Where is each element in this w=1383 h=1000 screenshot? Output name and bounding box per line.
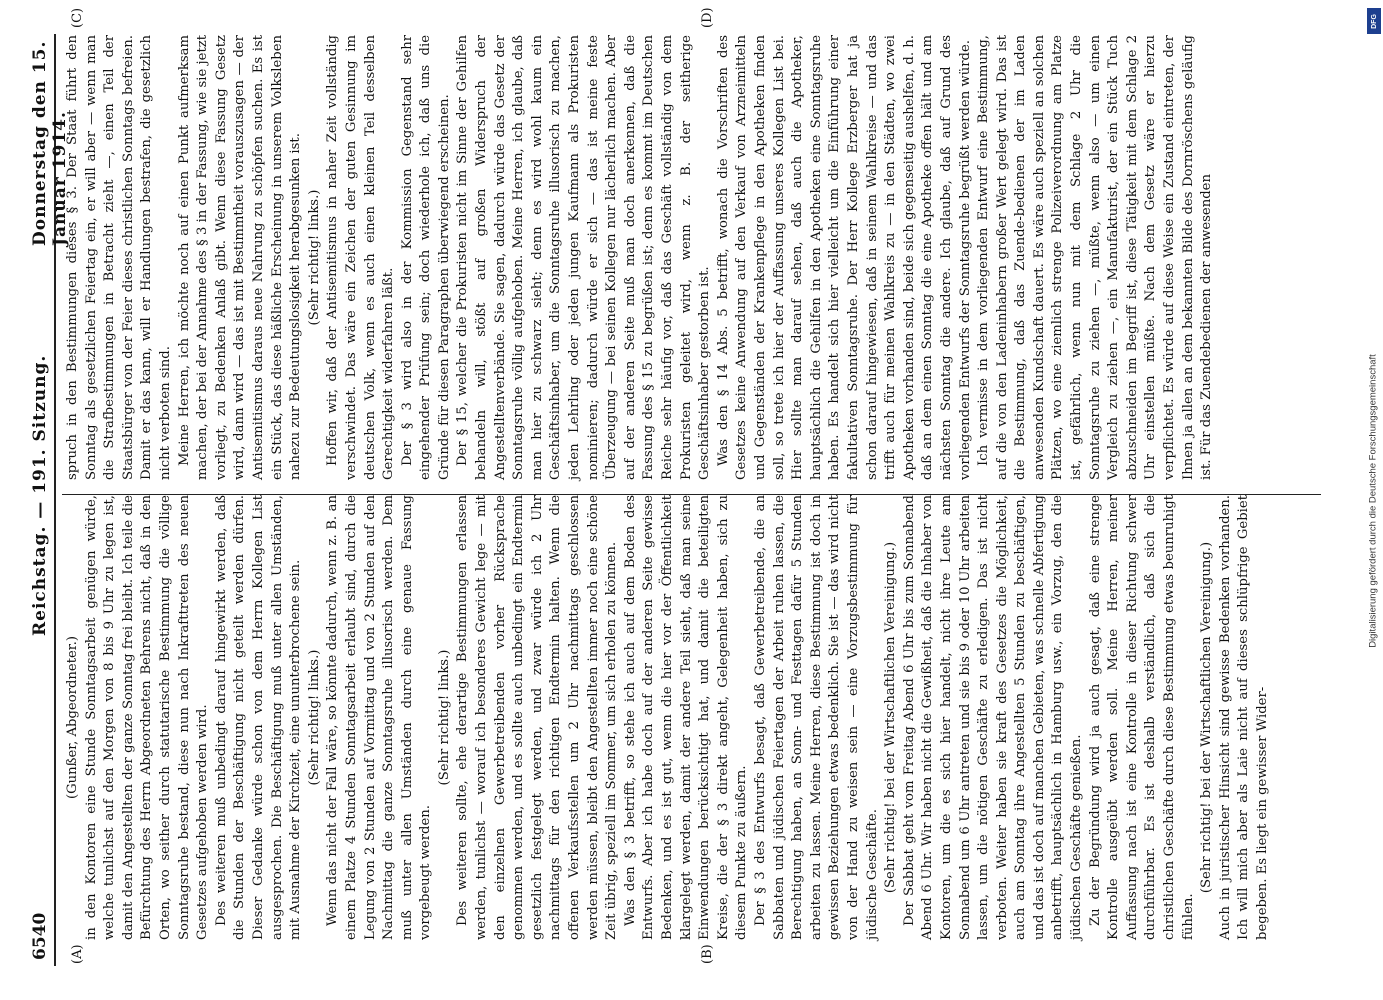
paragraph: (Sehr richtig! bei der Wirtschaftlichen Vereinigung.) [1199,541,1215,894]
session-title: Reichstag. — 191. Sitzung. [30,354,50,636]
right-column [64,35,1217,480]
digitization-note: Digitalisierung gefördert durch die Deutsche Forschungsgemeinschaft [1367,353,1379,648]
margin-mark-d: (D) [700,7,715,28]
paragraph: Zu der Begründung wird ja auch gesagt, daß eine strenge Kontrolle ausgeübt werden soll. Meine Herren, meiner Auffassung nach ist eine Kontrolle in dieser Richtung schwer durchführbar. Es ist deshalb verständlich, daß sich die christlichen Geschäfte durch diese Bestimmung etwas beunruhigt fühlen. [1087,495,1196,940]
paragraph: Der § 3 wird also in der Kommission Gegenstand sehr eingehender Prüfung sein; doch wiederhole ich, daß uns die Gründe für diesen Paragraphen überwiegend erscheinen. [399,35,452,480]
paragraph: Der § 3 des Entwurfs besagt, daß Gewerbetreibende, die an Sabbaten und jüdischen Feiertagen der Arbeit ruhen lassen, die Berechtigung haben, an Sonn- und Festtagen dafür 5 Stunden arbeiten zu lassen. Meine Herren, diese Bestimmung ist doch in gewissen Beziehungen etwas bedenklich. Sie ist — das wird nicht von der Hand zu weisen sein — eine Vorzugsbestimmung für jüdische Geschäfte. [752,495,880,940]
margin-mark-b: (B) [700,944,715,964]
paragraph: (Gunßer, Abgeordneter.) [65,636,80,800]
paragraph: (Sehr richtig! bei der Wirtschaftlichen Vereinigung.) [883,541,899,894]
paragraph: Der § 15, welcher die Prokuristen nicht im Sinne der Gehilfen behandeln will, stößt auf großen Widerspruch der Angestelltenverbände. Sie sagen, dadurch würde das Gesetz der Sonntagsruhe völlig aufgehoben. Meine Herren, ich glaube, daß man hier zu schwarz sieht; denn es wird wohl kaum ein Geschäftsinhaber, um die Sonntagsruhe illusorisch zu machen, jeden Lehrling oder jeden jungen Kaufmann als Prokuristen nominieren; dadurch würde er sich — das ist meine feste Überzeugung — bei seinen Kollegen nur lächerlich machen. Aber auf der anderen Seite muß man doch anerkennen, daß die Fassung des § 15 zu begrüßen ist; denn es kommt im Deutschen Reiche sehr häufig vor, daß das Geschäft vollständig von dem Prokuristen geleitet wird, wenn z. B. der seitherige Geschäftsinhaber gestorben ist. [455,35,713,480]
paragraph: Auch in juristischer Hinsicht sind gewisse Bedenken vorhanden. Ich will mich aber als Laie nicht auf dieses schlüpfrige Gebiet begeben. Es liegt ein gewisser Wider- [1217,495,1270,940]
left-column [64,495,1273,940]
date-title: Donnerstag den 15. Januar 1914. [30,40,70,246]
paragraph: spruch in den Bestimmungen dieses § 3. Der Staat führt den Sonntag als gesetzlichen Feiertag ein, er will aber — wenn man die Strafbestimmungen in Betracht zieht —, einen Teil der Staatsbürger von der Feier dieses christlichen Sonntags befreien. Damit er das kann, will er Handlungen bestrafen, die gesetzlich nicht verboten sind. [65,35,173,480]
paragraph: Des weiteren sollte, ehe derartige Bestimmungen erlassen werden, tunlichst — worauf ich besonderes Gewicht lege — mit den einzelnen Gewerbetreibenden vorher Rücksprache genommen werden, und es sollte auch unbedingt ein Endtermin gesetzlich festgelegt werden, und zwar würde ich 2 Uhr nachmittags für den richtigen Endtermin halten. Wenn die offenen Verkaufsstellen um 2 Uhr nachmittags geschlossen werden müssen, bleibt den Angestellten immer noch eine schöne Zeit übrig, speziell im Sommer, um sich erholen zu können. [455,495,620,940]
paragraph: (Sehr richtig! links.) [306,649,322,786]
page-number: 6540 [30,912,50,960]
page-header [28,34,70,966]
paragraph: Ich vermisse in dem vorliegenden Entwurf eine Bestimmung, auf die von den Ladeninhabern großer Wert gelegt wird. Das ist die Bestimmung, daß das Zuende-bedienen der im Laden anwesenden Kundschaft dauert. Es wäre auch speziell an solchen Plätzen, wo eine ziemlich strenge Polizeiverordnung am Platze ist, gefährlich, wenn nun mit dem Schlage 2 Uhr die Sonntagsruhe zu ziehen —, müßte, wenn also — um einen Vergleich zu ziehen —, ein Manufakturist, der ein Stück Tuch abzuschneiden im Begriff ist, diese Tätigkeit mit dem Schlage 2 Uhr einstellen müßte. Nach dem Gesetz wäre er hierzu verpflichtet. Es würde auf diese Weise ein Zustand eintreten, der Ihnen ja allen an dem bekannten Bilde des Dornröschens geläufig ist. Für das Zuendebedienen der anwesenden [976,35,1215,480]
column-divider [62,494,1321,495]
paragraph: (Sehr richtig! links.) [436,649,452,786]
dfg-logo: DFG [1367,8,1381,34]
paragraph: Der Sabbat geht vom Freitag Abend 6 Uhr bis zum Sonnabend Abend 6 Uhr. Wir haben nicht die Gewißheit, daß die Inhaber von Kontoren, um die es sich hier handelt, nicht ihre Leute am Sonnabend um 6 Uhr antreten und sie bis 9 oder 10 Uhr arbeiten lassen, um die nötigen Geschäfte zu erledigen. Das ist nicht verboten. Weiter haben sie kraft des Gesetzes die Möglichkeit, auch am Sonntag ihre Angestellten 5 Stunden zu beschäftigen, und das ist doch auf manchen Gebieten, was schnelle Abfertigung anbetrifft, hauptsächlich in Hamburg usw., ein Vorzug, den die jüdischen Geschäfte genießen. [901,495,1085,940]
paragraph: in den Kontoren eine Stunde Sonntagsarbeit genügen würde, welche tunlichst auf den Morgen von 8 bis 9 Uhr zu legen ist, damit den Angestellten der ganze Sonntag frei bleibt. Ich teile die Befürchtung des Herrn Abgeordneten Behrens nicht, daß in den Orten, wo seither durch statutarische Bestimmung die völlige Sonntagsruhe bestand, diese nun nach Inkrafttreten des neuen Gesetzes aufgehoben werden wird. [83,495,211,940]
paragraph: Was den § 3 betrifft, so stehe ich auch auf dem Boden des Entwurfs. Aber ich habe doch auf der anderen Seite gewisse Bedenken, und es ist gut, wenn die hier vor der Öffentlichkeit klargelegt werden, damit der andere Teil sieht, daß man seine Einwendungen berücksichtigt hat, und damit die beteiligten Kreise, die der § 3 direkt angeht, Gelegenheit haben, sich zu diesem Punkte zu äußern. [622,495,750,940]
paragraph: Wenn das nicht der Fall wäre, so könnte dadurch, wenn z. B. an einem Platze 4 Stunden Sonntagsarbeit erlaubt sind, durch die Legung von 2 Stunden auf Vormittag und von 2 Stunden auf den Nachmittag die ganze Sonntagsruhe illusorisch werden. Dem muß unter allen Umständen durch eine genaue Fassung vorgebeugt werden. [325,495,434,940]
paragraph: Was den § 14 Abs. 5 betrifft, wonach die Vorschriften des Gesetzes keine Anwendung auf den Verkauf von Arzneimitteln und Gegenständen der Krankenpflege in den Apotheken finden soll, so trete ich hier der Auffassung unseres Kollegen List bei. Hier sollte man darauf sehen, daß auch die Apotheker, hauptsächlich die Gehilfen in den Apotheken eine Sonntagsruhe haben. Es handelt sich hier vielleicht um die Einführung einer fakultativen Sonntagsruhe. Der Herr Kollege Erzberger hat ja schon darauf hingewiesen, daß in seinem Wahlkreise — und das trifft auch für meinen Wahlkreis zu — in den Städten, wo zwei Apotheken vorhanden sind, beide sich gegenseitig aushelfen, d. h. daß an dem einen Sonntag die eine Apotheke offen hält und am nächsten Sonntag die andere. Ich glaube, daß auf Grund des vorliegenden Entwurfs der Sonntagsruhe begrüßt werden würde. [715,35,973,480]
paragraph: Hoffen wir, daß der Antisemitismus in naher Zeit vollständig verschwindet. Das wäre ein Zeichen der guten Gesinnung im deutschen Volk, wenn es auch einen kleinen Teil desselben Gerechtigkeit widerfahren läßt. [325,35,397,480]
paragraph: Des weiteren muß unbedingt darauf hingewirkt werden, daß die Stunden der Beschäftigung nicht geteilt werden dürfen. Dieser Gedanke würde schon von dem Herrn Kollegen List ausgesprochen. Die Beschäftigung muß unter allen Umständen, mit Ausnahme der Kirchzeit, eine ununterbrochene sein. [213,495,304,940]
margin-mark-c: (C) [70,7,85,28]
paragraph: Meine Herren, ich möchte noch auf einen Punkt aufmerksam machen, der bei der Annahme des § 3 in der Fassung, wie sie jetzt vorliegt, zu Bedenken Anlaß gibt. Wenn diese Fassung Gesetz wird, dann wird — das ist mit Bestimmtheit vorauszusagen — der Antisemitismus daraus neue Nahrung zu schöpfen suchen. Es ist ein Stück, das diese häßliche Erscheinung in unserem Volksleben nahezu zur Bedeutungslosigkeit herabgesunken ist. [176,35,304,480]
paragraph: (Sehr richtig! links.) [306,189,322,326]
margin-mark-a: (A) [70,944,85,964]
